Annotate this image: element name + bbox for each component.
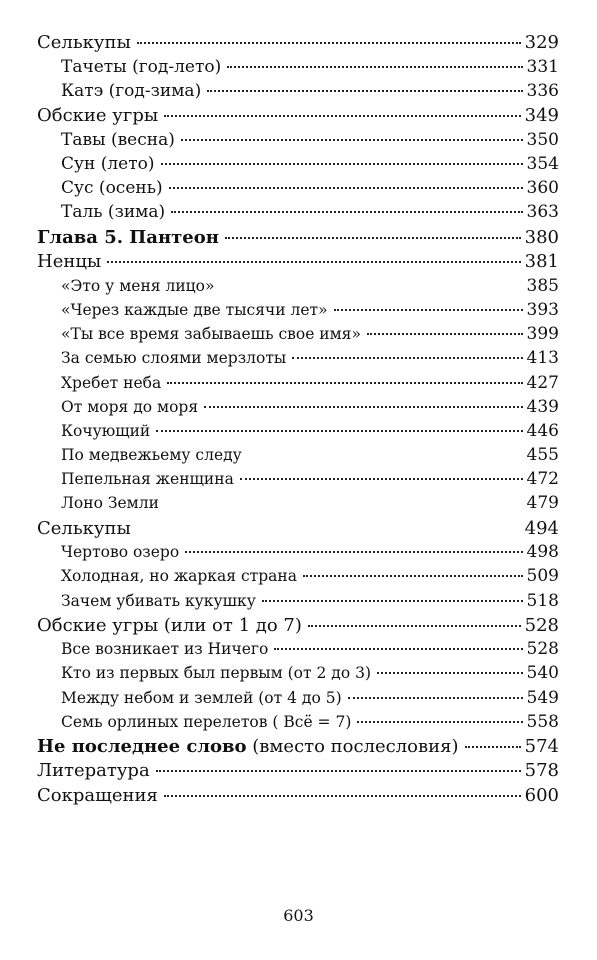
toc-entry-title-text: Обские угры (37, 105, 159, 127)
toc-entry-title-text: «Это у меня лицо» (61, 276, 215, 295)
toc-entry-page: 350 (526, 129, 559, 150)
toc-entry-page: 446 (526, 420, 559, 441)
dot-leader (303, 575, 523, 577)
dot-leader (164, 115, 520, 117)
dot-leader (377, 672, 523, 674)
toc-entry (37, 276, 559, 300)
toc-entry-page: 600 (524, 784, 559, 806)
toc-entry-page: 413 (526, 348, 559, 369)
dot-leader (156, 770, 521, 772)
toc-entry (37, 348, 559, 372)
toc-entry-title (61, 640, 268, 658)
toc-entry-title (61, 154, 155, 174)
dot-leader (357, 721, 522, 723)
toc-entry-title (37, 251, 101, 272)
toc-entry (37, 81, 559, 105)
toc-entry-page: 360 (526, 178, 559, 199)
dot-leader (367, 333, 523, 335)
dot-leader (274, 648, 522, 650)
toc-entry (37, 202, 559, 226)
toc-entry-title-text: Семь орлиных перелетов ( Всё = 7) (61, 712, 352, 731)
toc-entry-title-text: Лоно Земли (61, 494, 159, 513)
toc-entry-page: 399 (526, 324, 559, 345)
toc-entry (37, 397, 559, 421)
toc-entry (37, 130, 559, 154)
toc-entry (37, 178, 559, 202)
dot-leader (225, 237, 521, 239)
toc-entry-page: 472 (526, 469, 559, 490)
page-number: 603 (283, 906, 314, 925)
toc-entry-title (61, 470, 234, 488)
toc-entry-title (37, 105, 158, 126)
toc-entry-title (61, 81, 201, 101)
dot-leader (308, 625, 521, 627)
toc-entry-page: 479 (526, 493, 559, 514)
toc-entry-title (61, 398, 198, 416)
dot-leader (262, 600, 523, 602)
toc-entry-title-text: Тачеты (год-лето) (61, 56, 222, 77)
toc-entry-title (37, 785, 158, 806)
toc-entry-title (61, 446, 242, 464)
toc-entry-title (37, 32, 131, 53)
toc-entry-title-text: Тавы (весна) (61, 129, 175, 150)
toc-entry-title (61, 57, 221, 77)
toc-entry (37, 736, 559, 761)
toc-entry-title (61, 374, 161, 392)
toc-entry (37, 32, 559, 57)
toc-entry-page: 427 (526, 372, 559, 393)
toc-entry-title-text: Кочующий (61, 421, 151, 440)
toc-entry-title-text: Чертово озеро (61, 543, 180, 562)
toc-entry-title-text: Пепельная женщина (61, 470, 234, 489)
toc-entry-title (61, 567, 297, 585)
dot-leader (137, 42, 521, 44)
toc-entry-subtitle: (вместо послесловия) (246, 735, 459, 757)
toc-entry (37, 421, 559, 445)
toc-entry-page: 455 (526, 445, 559, 466)
dot-leader (169, 187, 523, 189)
toc-entry (37, 154, 559, 178)
toc-entry (37, 251, 559, 276)
toc-entry (37, 300, 559, 324)
toc-entry-title (61, 543, 179, 561)
toc-entry-title (37, 736, 459, 757)
toc-entry-title-text: Катэ (год-зима) (61, 80, 202, 101)
toc-entry-title (61, 130, 175, 150)
toc-entry-title-text: Литература (37, 760, 150, 782)
toc-entry-title (61, 277, 214, 295)
toc-entry-title-text: По медвежьему следу (61, 446, 242, 465)
toc-entry-title (37, 615, 302, 636)
toc-entry (37, 639, 559, 663)
dot-leader (348, 697, 523, 699)
toc-entry-title-text: Обские угры (или от 1 до 7) (37, 614, 302, 636)
toc-entry (37, 591, 559, 615)
toc-entry-title-text: Не последнее слово (37, 735, 247, 757)
toc-entry (37, 518, 559, 543)
toc-entry-title-text: Все возникает из Ничего (61, 640, 269, 659)
toc-entry-title-text: Сун (лето) (61, 153, 155, 174)
toc-entry-page: 540 (526, 663, 559, 684)
dot-leader (164, 795, 521, 797)
toc-entry-title (37, 760, 150, 781)
toc-entry-page: 385 (526, 275, 559, 296)
dot-leader (207, 90, 522, 92)
toc-entry-page: 439 (526, 396, 559, 417)
toc-entry-title-text: Таль (зима) (61, 202, 166, 223)
table-of-contents (37, 32, 559, 809)
dot-leader (181, 139, 523, 141)
toc-entry-title (61, 301, 328, 319)
toc-entry-page: 349 (524, 105, 559, 127)
toc-entry-title (61, 349, 286, 367)
toc-entry (37, 493, 559, 517)
toc-entry-page: 498 (526, 542, 559, 563)
toc-entry-page: 381 (524, 251, 559, 273)
toc-entry-title-text: От моря до моря (61, 397, 199, 416)
toc-entry (37, 785, 559, 810)
dot-leader (171, 211, 522, 213)
toc-entry-page: 528 (524, 614, 559, 636)
toc-entry-title (61, 202, 165, 222)
toc-entry-page: 329 (524, 32, 559, 53)
toc-entry-title (61, 422, 150, 440)
dot-leader (185, 551, 522, 553)
toc-entry-title (61, 664, 371, 682)
dot-leader (107, 261, 520, 263)
dot-leader (161, 163, 523, 165)
toc-entry (37, 542, 559, 566)
toc-entry-title (37, 518, 131, 539)
toc-entry (37, 105, 559, 130)
toc-entry (37, 688, 559, 712)
toc-entry (37, 373, 559, 397)
dot-leader (156, 430, 522, 432)
toc-entry-page: 336 (526, 80, 559, 101)
toc-entry-title (61, 689, 342, 707)
toc-entry-page: 363 (526, 202, 559, 223)
toc-entry-page: 354 (526, 153, 559, 174)
toc-entry-title (37, 227, 219, 248)
toc-entry-title (61, 592, 256, 610)
toc-entry-title (61, 713, 351, 731)
toc-entry-title-text: Кто из первых был первым (от 2 до 3) (61, 664, 371, 683)
dot-leader (334, 309, 523, 311)
toc-entry-title-text: Селькупы (37, 32, 131, 53)
toc-entry-title-text: Сокращения (37, 784, 158, 806)
toc-entry (37, 566, 559, 590)
toc-entry-title-text: «Ты все время забываешь свое имя» (61, 325, 361, 344)
toc-entry-title-text: Ненцы (37, 251, 102, 273)
toc-entry (37, 469, 559, 493)
toc-entry-title (61, 325, 361, 343)
toc-entry (37, 760, 559, 785)
toc-entry (37, 227, 559, 252)
toc-entry-title-text: Зачем убивать кукушку (61, 591, 256, 610)
toc-entry-page: 528 (526, 639, 559, 660)
toc-entry (37, 445, 559, 469)
toc-entry-title-text: Холодная, но жаркая страна (61, 567, 297, 586)
toc-entry-title-text: Между небом и землей (от 4 до 5) (61, 688, 342, 707)
toc-entry (37, 663, 559, 687)
toc-entry-page: 393 (526, 299, 559, 320)
toc-entry-page: 494 (524, 517, 559, 539)
dot-leader (292, 357, 522, 359)
toc-entry-page: 578 (524, 760, 559, 782)
toc-entry-title-text: Хребет неба (61, 373, 162, 392)
toc-entry (37, 57, 559, 81)
toc-entry-page: 549 (526, 687, 559, 708)
toc-entry-title-text: «Через каждые две тысячи лет» (61, 300, 328, 319)
dot-leader (227, 66, 522, 68)
toc-entry-title-text: Селькупы (37, 517, 131, 539)
toc-entry (37, 324, 559, 348)
toc-entry-title-text: Глава 5. Пантеон (37, 226, 219, 248)
toc-entry-page: 518 (526, 590, 559, 611)
toc-entry-title-text: За семью слоями мерзлоты (61, 349, 287, 368)
toc-entry-page: 380 (524, 226, 559, 248)
dot-leader (167, 382, 522, 384)
dot-leader (204, 406, 522, 408)
dot-leader (465, 746, 521, 748)
toc-entry-page: 509 (526, 566, 559, 587)
toc-entry (37, 712, 559, 736)
toc-entry-page: 558 (526, 711, 559, 732)
toc-entry-page: 574 (524, 735, 559, 757)
dot-leader (240, 478, 523, 480)
toc-entry (37, 615, 559, 640)
toc-entry-title-text: Сус (осень) (61, 178, 163, 199)
toc-entry-title (61, 494, 159, 512)
toc-entry-page: 331 (526, 56, 559, 77)
toc-entry-title (61, 178, 163, 198)
